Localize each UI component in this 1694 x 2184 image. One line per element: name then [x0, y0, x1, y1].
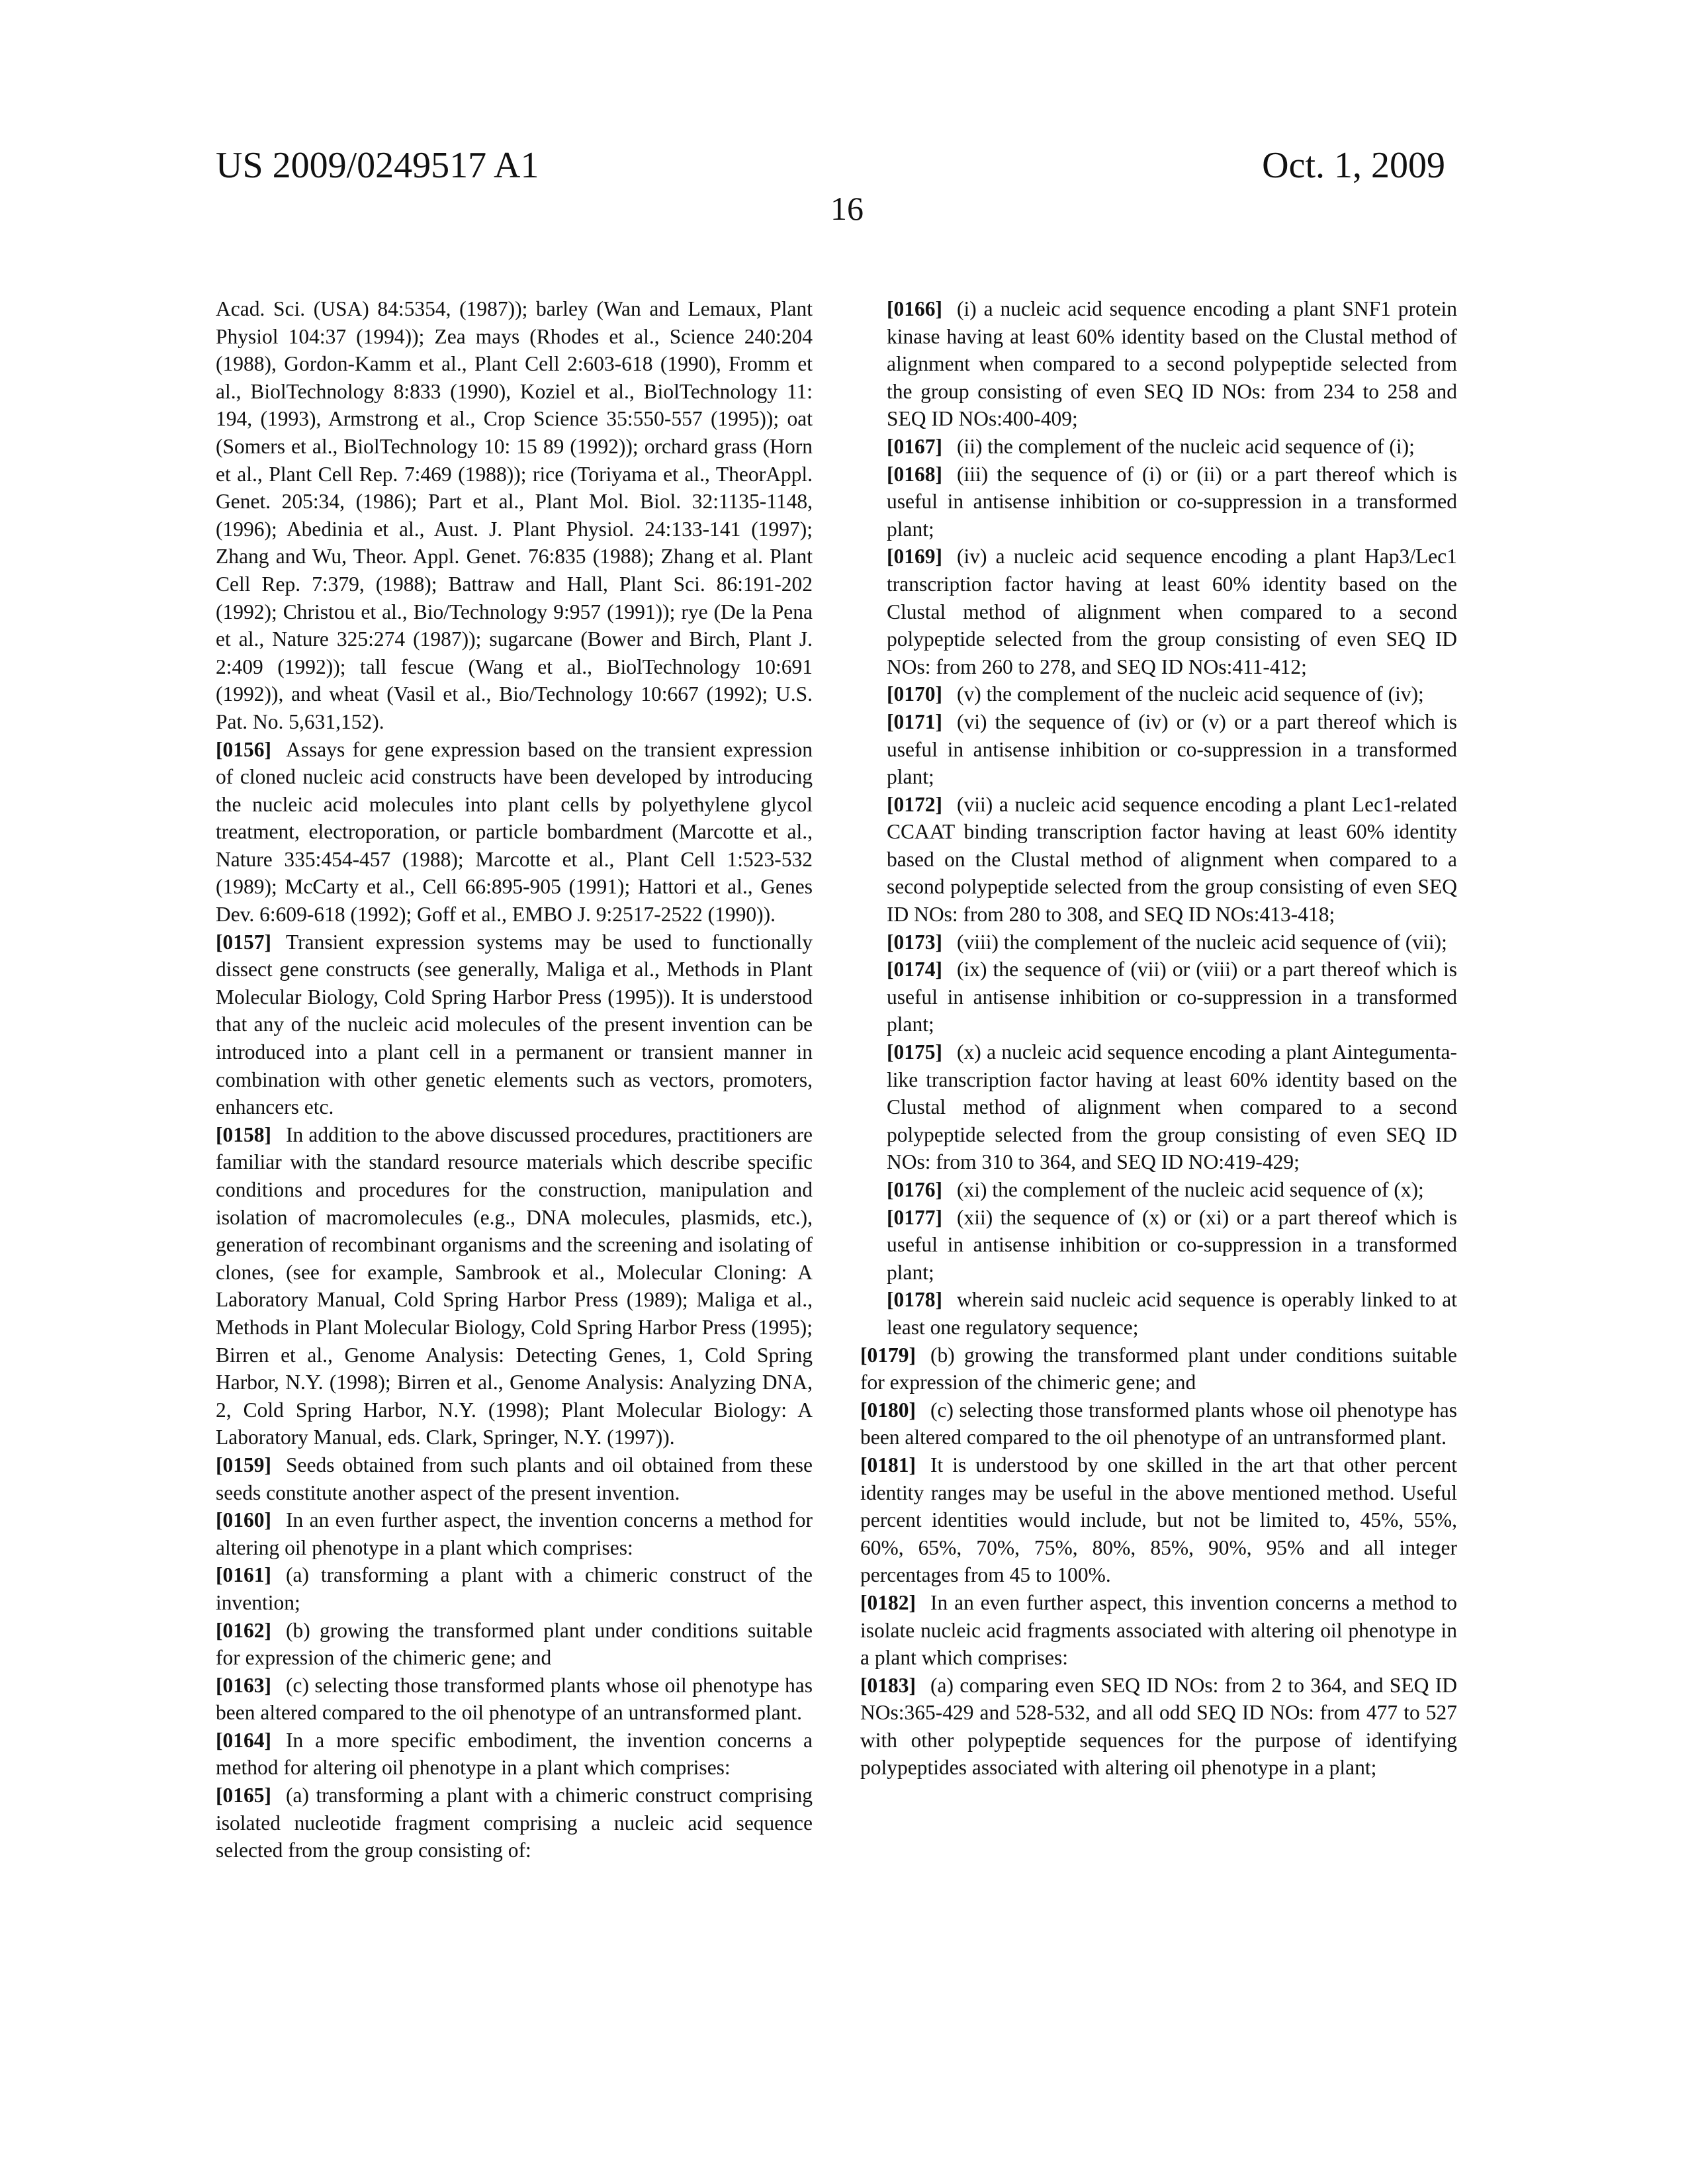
- paragraph-text: (viii) the complement of the nucleic acid sequence of (vii);: [957, 931, 1447, 954]
- paragraph-number: [0183]: [860, 1674, 916, 1697]
- paragraph: [216, 1561, 813, 1616]
- paragraph-number: [0158]: [216, 1123, 271, 1146]
- paragraph: [860, 1176, 1457, 1204]
- paragraph-number: [0169]: [887, 545, 942, 568]
- paragraph: [860, 929, 1457, 956]
- paragraph: [860, 461, 1457, 543]
- paragraph: [860, 295, 1457, 433]
- paragraph-number: [0178]: [887, 1288, 942, 1311]
- left-paragraph-list: [216, 736, 813, 1864]
- paragraph-text: (a) transforming a plant with a chimeric construct comprising isolated nucleotide fragment comprising a nucleic acid sequence selected from the group consisting of:: [216, 1784, 813, 1862]
- paragraph-number: [0170]: [887, 682, 942, 705]
- paragraph: [216, 929, 813, 1121]
- paragraph: [860, 1451, 1457, 1589]
- paragraph-number: [0180]: [860, 1398, 916, 1422]
- paragraph-text: (xii) the sequence of (x) or (xi) or a part thereof which is useful in antisense inhibition or co-suppression in a transformed plant;: [887, 1206, 1457, 1284]
- paragraph: [860, 1342, 1457, 1396]
- paragraph: [216, 1451, 813, 1506]
- paragraph-text: In a more specific embodiment, the invention concerns a method for altering oil phenotype in a plant which comprises:: [216, 1729, 813, 1780]
- paragraph-text: In an even further aspect, this invention concerns a method to isolate nucleic acid fragments associated with altering oil phenotype in a plant which comprises:: [860, 1591, 1457, 1669]
- paragraph-number: [0168]: [887, 463, 942, 486]
- paragraph-text: (ix) the sequence of (vii) or (viii) or a part thereof which is useful in antisense inhibition or co-suppression in a transformed plant;: [887, 958, 1457, 1036]
- paragraph-number: [0160]: [216, 1508, 271, 1531]
- paragraph-text: Seeds obtained from such plants and oil obtained from these seeds constitute another aspect of the present invention.: [216, 1453, 813, 1504]
- paragraph-number: [0161]: [216, 1563, 271, 1586]
- publication-date: Oct. 1, 2009: [1262, 147, 1445, 184]
- paragraph-number: [0164]: [216, 1729, 271, 1752]
- paragraph: [860, 1396, 1457, 1451]
- paragraph: [216, 1672, 813, 1727]
- paragraph-text: (a) transforming a plant with a chimeric construct of the invention;: [216, 1563, 813, 1614]
- paragraph-text: (a) comparing even SEQ ID NOs: from 2 to 364, and SEQ ID NOs:365-429 and 528-532, and all odd SEQ ID NOs: from 477 to 527 with other polypeptide sequences for the purpose of identifying polypeptides associated with altering oil phenotype in a plant;: [860, 1674, 1457, 1780]
- paragraph-number: [0175]: [887, 1040, 942, 1064]
- paragraph-text: (vi) the sequence of (iv) or (v) or a part thereof which is useful in antisense inhibition or co-suppression in a transformed plant;: [887, 710, 1457, 788]
- paragraph-text: In an even further aspect, the invention concerns a method for altering oil phenotype in a plant which comprises:: [216, 1508, 813, 1559]
- paragraph-number: [0166]: [887, 297, 942, 320]
- left-column: [216, 295, 813, 1864]
- paragraph-text: (iv) a nucleic acid sequence encoding a plant Hap3/Lec1 transcription factor having at least 60% identity based on the Clustal method of alignment when compared to a second polypeptide selected from the group consisting of even SEQ ID NOs: from 260 to 278, and SEQ ID NOs:411-412;: [887, 545, 1457, 678]
- paragraph: [860, 543, 1457, 680]
- paragraph-number: [0165]: [216, 1784, 271, 1807]
- paragraph-number: [0182]: [860, 1591, 916, 1614]
- paragraph-text: Transient expression systems may be used to functionally dissect gene constructs (see generally, Maliga et al., Methods in Plant Molecular Biology, Cold Spring Harbor Press (1995)). It is understood that any of the nucleic acid molecules of the present invention can be introduced into a plant cell in a permanent or transient manner in combination with other genetic elements such as vectors, promoters, enhancers etc.: [216, 931, 813, 1119]
- paragraph-text: (xi) the complement of the nucleic acid sequence of (x);: [957, 1178, 1424, 1201]
- paragraph-text: (b) growing the transformed plant under conditions suitable for expression of the chimeric gene; and: [860, 1343, 1457, 1394]
- paragraph-text: Assays for gene expression based on the transient expression of cloned nucleic acid constructs have been developed by introducing the nucleic acid molecules into plant cells by polyethylene glycol treatment, electroporation, or particle bombardment (Marcotte et al., Nature 335:454-457 (1988); Marcotte et al., Plant Cell 1:523-532 (1989); McCarty et al., Cell 66:895-905 (1991); Hattori et al., Genes Dev. 6:609-618 (1992); Goff et al., EMBO J. 9:2517-2522 (1990)).: [216, 738, 813, 927]
- paragraph: [860, 1204, 1457, 1287]
- paragraph-text: (x) a nucleic acid sequence encoding a plant Aintegumenta-like transcription factor having at least 60% identity based on the Clustal method of alignment when compared to a second polypeptide selected from the group consisting of even SEQ ID NOs: from 310 to 364, and SEQ ID NO:419-429;: [887, 1040, 1457, 1173]
- paragraph: [860, 1286, 1457, 1341]
- paragraph: [216, 1617, 813, 1672]
- paragraph-number: [0167]: [887, 435, 942, 458]
- paragraph: [216, 1506, 813, 1561]
- paragraph-text: (c) selecting those transformed plants whose oil phenotype has been altered compared to the oil phenotype of an untransformed plant.: [216, 1674, 813, 1725]
- paragraph: [860, 708, 1457, 791]
- paragraph-text: It is understood by one skilled in the art that other percent identity ranges may be useful in the above mentioned method. Useful percent identities would include, but not be limited to, 45%, 55%, 60%, 65%, 70%, 75%, 80%, 85%, 90%, 95% and all integer percentages from 45 to 100%.: [860, 1453, 1457, 1586]
- paragraph: [216, 736, 813, 929]
- paragraph-number: [0177]: [887, 1206, 942, 1229]
- right-column: [860, 295, 1457, 1782]
- paragraph-text: (ii) the complement of the nucleic acid sequence of (i);: [957, 435, 1415, 458]
- paragraph: [216, 1782, 813, 1864]
- paragraph: [860, 1672, 1457, 1782]
- paragraph: [860, 791, 1457, 929]
- paragraph: [860, 1589, 1457, 1672]
- paragraph-number: [0174]: [887, 958, 942, 981]
- right-paragraph-list: [860, 295, 1457, 1782]
- paragraph-text: (iii) the sequence of (i) or (ii) or a part thereof which is useful in antisense inhibition or co-suppression in a transformed plant;: [887, 463, 1457, 541]
- paragraph: [860, 680, 1457, 708]
- paragraph-text: (v) the complement of the nucleic acid sequence of (iv);: [957, 682, 1424, 705]
- paragraph-text: (i) a nucleic acid sequence encoding a plant SNF1 protein kinase having at least 60% identity based on the Clustal method of alignment when compared to a second polypeptide selected from the group consisting of even SEQ ID NOs: from 234 to 258 and SEQ ID NOs:400-409;: [887, 297, 1457, 430]
- patent-number: US 2009/0249517 A1: [216, 147, 539, 184]
- paragraph: [860, 956, 1457, 1038]
- paragraph-text: In addition to the above discussed procedures, practitioners are familiar with the standard resource materials which describe specific conditions and procedures for the construction, manipulation and isolation of macromolecules (e.g., DNA molecules, plasmids, etc.), generation of recombinant organisms and the screening and isolating of clones, (see for example, Sambrook et al., Molecular Cloning: A Laboratory Manual, Cold Spring Harbor Press (1989); Maliga et al., Methods in Plant Molecular Biology, Cold Spring Harbor Press (1995); Birren et al., Genome Analysis: Detecting Genes, 1, Cold Spring Harbor, N.Y. (1998); Birren et al., Genome Analysis: Analyzing DNA, 2, Cold Spring Harbor, N.Y. (1998); Plant Molecular Biology: A Laboratory Manual, eds. Clark, Springer, N.Y. (1997)).: [216, 1123, 813, 1449]
- paragraph-number: [0157]: [216, 931, 271, 954]
- paragraph: [860, 1038, 1457, 1176]
- paragraph-number: [0163]: [216, 1674, 271, 1697]
- page-number: 16: [0, 192, 1694, 225]
- paragraph-text: (c) selecting those transformed plants whose oil phenotype has been altered compared to the oil phenotype of an untransformed plant.: [860, 1398, 1457, 1449]
- paragraph: [216, 1727, 813, 1782]
- paragraph-number: [0176]: [887, 1178, 942, 1201]
- paragraph-number: [0179]: [860, 1343, 916, 1367]
- paragraph-number: [0171]: [887, 710, 942, 733]
- paragraph-number: [0156]: [216, 738, 271, 761]
- paragraph-number: [0181]: [860, 1453, 916, 1477]
- continuation-text: Acad. Sci. (USA) 84:5354, (1987)); barley (Wan and Lemaux, Plant Physiol 104:37 (1994)); Zea mays (Rhodes et al., Science 240:204 (1988), Gordon-Kamm et al., Plant Cell 2:603-618 (1990), Fromm et al., BiolTechnology 8:833 (1990), Koziel et al., BiolTechnology 11: 194, (1993), Armstrong et al., Crop Science 35:550-557 (1995)); oat (Somers et al., BiolTechnology 10: 15 89 (1992)); orchard grass (Horn et al., Plant Cell Rep. 7:469 (1988)); rice (Toriyama et al., TheorAppl. Genet. 205:34, (1986); Part et al., Plant Mol. Biol. 32:1135-1148, (1996); Abedinia et al., Aust. J. Plant Physiol. 24:133-141 (1997); Zhang and Wu, Theor. Appl. Genet. 76:835 (1988); Zhang et al. Plant Cell Rep. 7:379, (1988); Battraw and Hall, Plant Sci. 86:191-202 (1992); Christou et al., Bio/Technology 9:957 (1991)); rye (De la Pena et al., Nature 325:274 (1987)); sugarcane (Bower and Birch, Plant J. 2:409 (1992)); tall fescue (Wang et al., BiolTechnology 10:691 (1992)), and wheat (Vasil et al., Bio/Technology 10:667 (1992); U.S. Pat. No. 5,631,152).: [216, 295, 813, 736]
- paragraph-text: (b) growing the transformed plant under conditions suitable for expression of the chimeric gene; and: [216, 1619, 813, 1670]
- paragraph: [216, 1121, 813, 1451]
- paragraph-text: (vii) a nucleic acid sequence encoding a plant Lec1-related CCAAT binding transcription factor having at least 60% identity based on the Clustal method of alignment when compared to a second polypeptide selected from the group consisting of even SEQ ID NOs: from 280 to 308, and SEQ ID NOs:413-418;: [887, 793, 1457, 926]
- paragraph-number: [0173]: [887, 931, 942, 954]
- paragraph-text: wherein said nucleic acid sequence is operably linked to at least one regulatory sequence;: [887, 1288, 1457, 1339]
- paragraph-number: [0162]: [216, 1619, 271, 1642]
- paragraph-number: [0172]: [887, 793, 942, 816]
- paragraph: [860, 433, 1457, 461]
- paragraph-number: [0159]: [216, 1453, 271, 1477]
